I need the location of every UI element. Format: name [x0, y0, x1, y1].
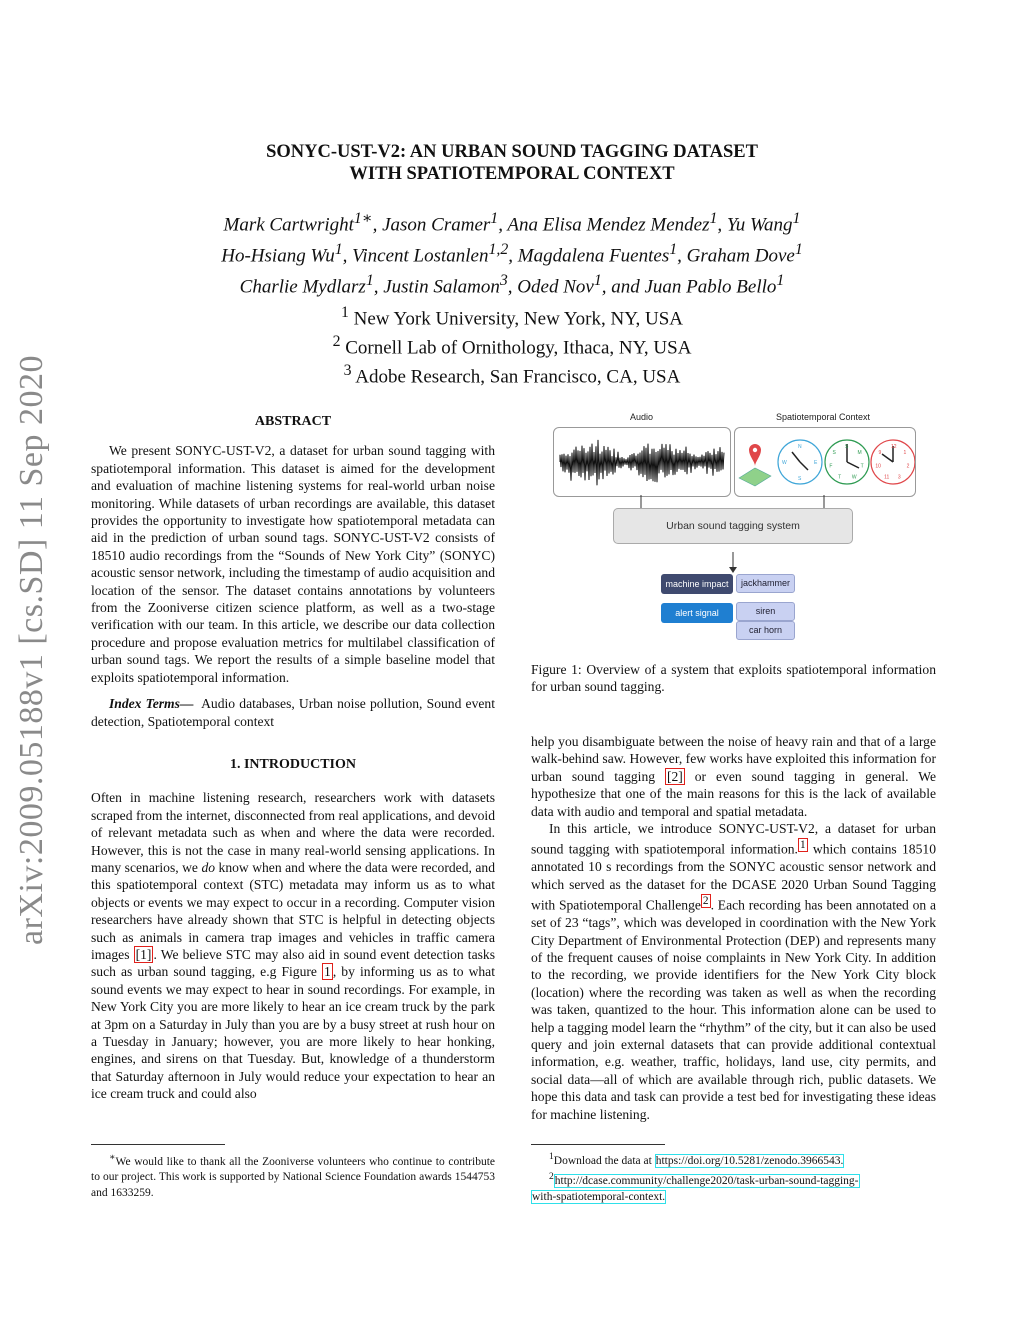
- author-affil-mark: 1: [792, 210, 801, 227]
- footnote-mark: 1: [549, 1151, 554, 1162]
- paper-title: [150, 141, 874, 185]
- title-line-1: SONYC-UST-V2: AN URBAN SOUND TAGGING DATASET: [266, 142, 758, 162]
- right-text: help you disambiguate between the noise of heavy rain and that of a large walk-behind saw. However, few works have exploited this information for urban sound tagging: [531, 734, 936, 784]
- author-line-3: Charlie Mydlarz$^1$, Justin Salamon$^3$, Oded Nov$^1$, and Juan Pablo Bello$^1$: [239, 271, 785, 297]
- intro-heading: 1. INTRODUCTION: [229, 756, 356, 772]
- author-line-2: Ho-Hsiang Wu$^1$, Vincent Lostanlen$^{1,2}$, Magdalena Fuentes$^1$, Graham Dove$^1$: [221, 240, 803, 267]
- weekday-dial-icon: [825, 440, 869, 484]
- dial-label: W: [782, 460, 787, 466]
- author-name: Magdalena Fuentes: [517, 245, 670, 267]
- index-terms-text: Audio databases, Urban noise pollution, Sound event detection, Spatiotemporal context: [91, 696, 495, 729]
- dial-label: 12: [891, 444, 897, 450]
- intro-text: , by informing us as to what sound events we may expect to hear in sound recordings. For example, in New York City you are more likely to hear an ice cream truck by the park at 3pm on a Saturday in July than you are by a busy street at rush hour on a Tuesday in January; however, you are more likely to hear honking, engines, and sirens on that Tuesday. But, knowledge of a thunderstorm that Saturday afternoon in July would reduce your expectation to hear an ice cream truck and could also: [91, 964, 495, 1102]
- footnote-text: Download the data at: [553, 1154, 655, 1167]
- author-affil-mark: 3: [499, 271, 508, 289]
- author-affil-mark: 1: [334, 240, 343, 258]
- author-name: Oded Nov: [517, 275, 594, 297]
- author-affil-mark: 1: [593, 271, 602, 289]
- affil-text: Adobe Research, San Francisco, CA, USA: [355, 365, 681, 387]
- author-affil-mark: 1: [794, 240, 803, 258]
- data-download-link[interactable]: https://doi.org/10.5281/zenodo.3966543.: [655, 1154, 844, 1167]
- author-affil-mark: 1,2: [488, 240, 509, 258]
- arxiv-side-label: arXiv:2009.05188v1 [cs.SD] 11 Sep 2020: [13, 354, 50, 945]
- affil-text: Cornell Lab of Ornithology, Ithaca, NY, USA: [345, 337, 692, 359]
- footnote-mark: ∗: [109, 1152, 116, 1163]
- affiliation-list: [200, 302, 824, 388]
- author-name: Vincent Lostanlen: [352, 245, 489, 267]
- dial-label: W: [851, 474, 857, 481]
- footnote-2: [531, 1169, 936, 1189]
- intro-text: . We believe STC may also aid in sound event detection tasks such as urban sound tagging, e.g Figure: [91, 946, 495, 980]
- footnote-rule-right: [531, 1144, 665, 1145]
- author-name: Charlie Mydlarz: [239, 275, 366, 297]
- author-name: Justin Salamon: [383, 275, 500, 297]
- author-affil-mark: 1: [490, 210, 499, 227]
- affiliation-1: [200, 302, 824, 331]
- intro-emphasis: do: [201, 859, 216, 875]
- affiliation-2: [200, 331, 824, 360]
- footnote-mark: 2: [549, 1171, 554, 1183]
- affil-num: 2: [332, 332, 341, 350]
- author-name: Graham Dove: [686, 245, 795, 267]
- citation-link[interactable]: [1]: [135, 946, 152, 962]
- context-label: Spatiotemporal Context: [776, 412, 871, 422]
- dial-label: 3: [897, 474, 901, 481]
- right-paragraph-2: [531, 820, 936, 1123]
- author-affil-mark: 1: [709, 210, 718, 227]
- author-affil-mark: 1: [776, 271, 785, 289]
- author-affil-mark: 1: [365, 271, 374, 289]
- author-name: Ana Elisa Mendez Mendez: [507, 214, 710, 236]
- figure-1: [550, 408, 920, 644]
- dial-label: F: [829, 463, 833, 470]
- dial-label: 11: [884, 474, 890, 481]
- dial-label: N: [798, 444, 802, 450]
- affil-num: 1: [340, 304, 349, 321]
- author-list: [120, 207, 904, 299]
- author-name: Mark Cartwright: [223, 214, 354, 236]
- dial-label: 10: [875, 463, 881, 470]
- clock-dial-icon: [871, 440, 915, 484]
- dial-label: M: [857, 450, 862, 456]
- waveform-icon: [554, 428, 730, 496]
- footnote-1: [531, 1149, 936, 1169]
- right-paragraph-1: [531, 733, 936, 820]
- author-name: Jason Cramer: [382, 214, 491, 236]
- index-terms: [91, 695, 495, 730]
- dial-label: S: [832, 450, 836, 456]
- footnote-left: [91, 1150, 495, 1201]
- figure-ref-link[interactable]: 1: [324, 964, 331, 980]
- footnote-text: We would like to thank all the Zooniverse volunteers who continue to contribute to our project. This work is supported by National Science Foundation awards 1544753 and 1633259.: [91, 1155, 495, 1199]
- left-column: [91, 413, 495, 1103]
- right-text: or even sound tagging in general. We hypothesize that one of the main reasons for this is the lack of available data with audio and temporal and spatial metadata.: [531, 768, 936, 819]
- footnote-link-1[interactable]: 1: [799, 839, 806, 852]
- citation-link[interactable]: [2]: [666, 768, 683, 784]
- dial-label: S: [798, 476, 802, 482]
- dial-label: 2: [906, 463, 910, 470]
- author-name: Juan Pablo Bello: [644, 275, 777, 297]
- compass-dial-icon: [778, 440, 822, 484]
- author-name: Ho-Hsiang Wu: [221, 245, 335, 267]
- dial-label: T: [860, 463, 864, 470]
- affil-num: 3: [343, 361, 352, 379]
- context-icons: [735, 428, 915, 496]
- waveform-path: [560, 440, 724, 485]
- dial-label: T: [838, 474, 842, 481]
- title-line-2: WITH SPATIOTEMPORAL CONTEXT: [349, 164, 675, 184]
- audio-label: Audio: [630, 412, 654, 422]
- author-line-1: Mark Cartwright$^{1∗}$, Jason Cramer$^1$, Ana Elisa Mendez Mendez$^1$, Yu Wang$^1$: [223, 210, 801, 236]
- author-affil-mark: 1: [669, 240, 678, 258]
- figure-caption: Figure 1: Overview of a system that exploits spatiotemporal information for urban sound tagging.: [531, 662, 936, 695]
- footnote-rule-left: [91, 1144, 225, 1145]
- tag-car-horn: car horn: [736, 621, 795, 640]
- audio-box: [553, 427, 731, 497]
- right-text: which contains 18510 annotated 10 s recordings from the SONYC acoustic sensor network and which served as the dataset for the DCASE 2020 Urban Sound Tagging with Spatiotemporal Challenge: [531, 841, 936, 913]
- map-pin-icon: [739, 444, 771, 486]
- affiliation-3: [200, 360, 824, 389]
- footnotes-right: [531, 1149, 936, 1205]
- right-text: In this article, we introduce SONYC-UST-V2, a dataset for urban sound tagging with spatiotemporal information.: [531, 821, 936, 857]
- affil-text: New York University, New York, NY, USA: [353, 308, 684, 330]
- tag-machine-impact: machine impact: [661, 574, 733, 594]
- challenge-link-part2[interactable]: with-spatiotemporal-context.: [532, 1190, 666, 1203]
- footnote-2-cont: [531, 1190, 936, 1206]
- tag-alert-signal: alert signal: [661, 603, 733, 623]
- intro-text: know when and where the data were recorded, and this spatiotemporal context (STC) metadata may inform us as to what objects or events we may expect to occur in a recording. Computer vision researchers have already shown that STC is helpful in detecting objects such as animals in camera trap images and vehicles in traffic camera images: [91, 859, 495, 962]
- author-name: Yu Wang: [726, 214, 793, 236]
- dial-label: E: [814, 460, 818, 466]
- dial-label: S: [845, 444, 849, 450]
- right-text: . Each recording has been annotated on a set of 23 “tags”, which was developed in coordination with the New York City Department of Environmental Protection (DEP) and represents many of the frequent causes of noise complaints in New York City. In addition to the recording, we provide identifiers for the New York City block (location) where the recording was taken as well as when the recording was taken, quantized to the hour. This information alone can be used to help a tagging model learn the “rhythm” of the city, but it can also be used query and join external datasets that can provide additional contextual information, e.g. weather, traffic, holidays, land use, city permits, and social data—all of which are available through rich, public datasets. We hope this data and task can provide a test bed for investigating these ideas for machine listening.: [531, 897, 936, 1122]
- dial-label: 9: [878, 450, 882, 456]
- abstract-heading: ABSTRACT: [254, 414, 332, 429]
- dial-label: 1: [903, 450, 907, 456]
- context-box: [734, 427, 916, 497]
- tag-siren: siren: [736, 602, 795, 621]
- abstract-body: We present SONYC-UST-V2, a dataset for urban sound tagging with spatiotemporal information. This dataset is aimed for the development and evaluation of machine listening systems for real-world urban noise monitoring. While datasets of urban recordings are available, this dataset provides the opportunity to investigate how spatiotemporal metadata can aid in the prediction of urban sound tags. SONYC-UST-V2 consists of 18510 audio recordings from the “Sounds of New York City” (SONYC) acoustic sensor network, including the timestamp of audio acquisition and location of the sensor. The dataset contains annotations by volunteers from the Zooniverse citizen science platform, as well as a two-stage verification with our team. In this article, we describe our data collection procedure and propose evaluation metrics for multilabel classification of urban sound tags. We report the results of a simple baseline model that exploits spatiotemporal information.: [91, 443, 495, 685]
- right-column: [531, 733, 936, 1123]
- intro-paragraph: [91, 789, 495, 1102]
- intro-text: Often in machine listening research, researchers work with datasets scraped from the internet, disconnected from real applications, and devoid of relevant metadata such as when and where the data were recorded. However, this is not the case in many real-world sensing applications. In many scenarios, we: [91, 790, 495, 875]
- tag-jackhammer: jackhammer: [736, 574, 795, 593]
- challenge-link-part1[interactable]: http://dcase.community/challenge2020/task-urban-sound-tagging-: [554, 1175, 859, 1188]
- author-affil-mark: 1∗: [353, 210, 373, 227]
- footnote-link-2[interactable]: 2: [702, 895, 709, 908]
- tagging-system-box: Urban sound tagging system: [613, 508, 853, 544]
- index-terms-label: Index Terms—: [109, 696, 194, 712]
